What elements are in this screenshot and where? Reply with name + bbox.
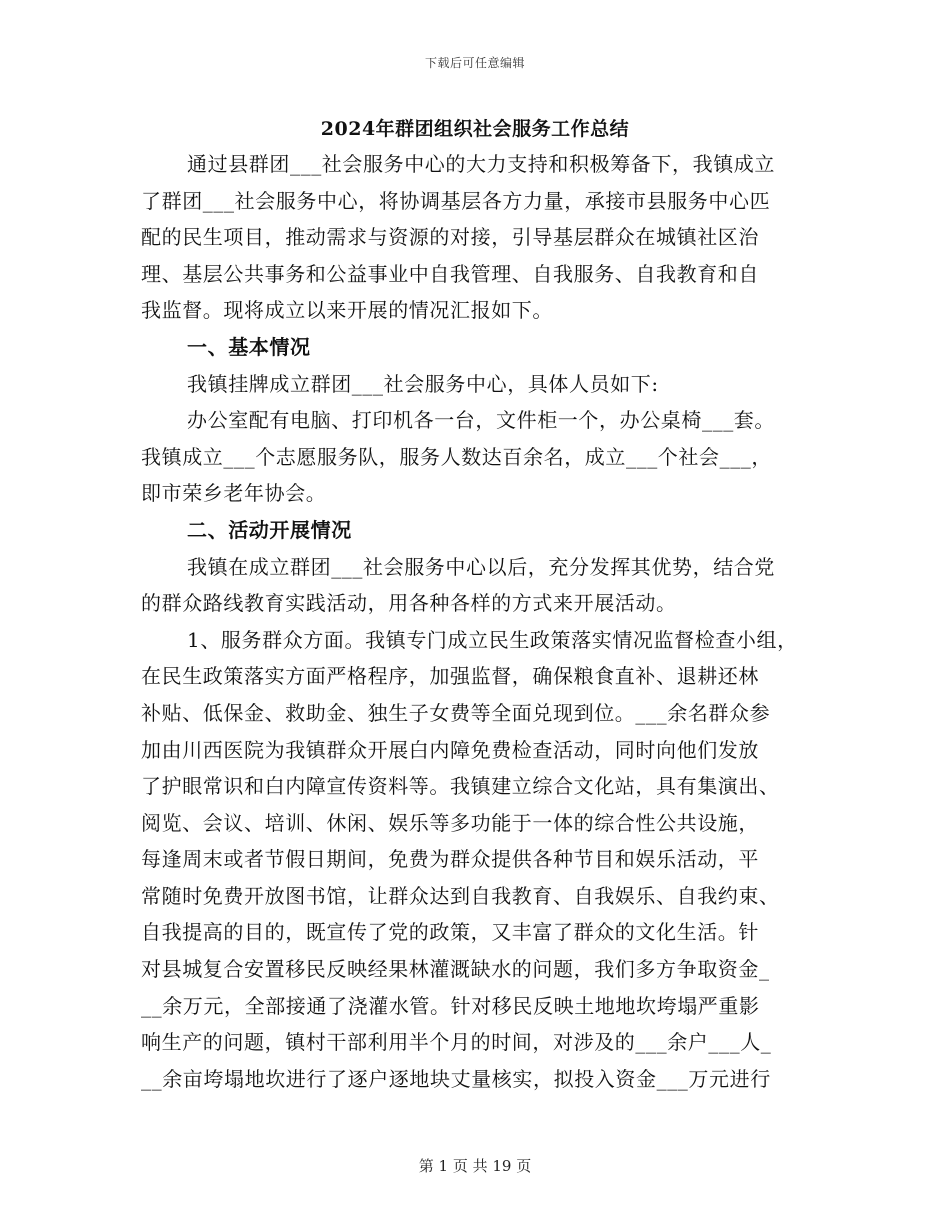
section-heading: 二、活动开展情况 xyxy=(187,517,352,542)
paragraph-line: 我镇挂牌成立群团___社会服务中心，具体人员如下: xyxy=(187,371,659,396)
paragraph-line: __余万元，全部接通了浇灌水管。针对移民反映土地地坎垮塌严重影 xyxy=(141,993,760,1018)
paragraph-line: 阅览、会议、培训、休闲、娱乐等多功能于一体的综合性公共设施， xyxy=(141,810,759,835)
paragraph-line: __余亩垮塌地坎进行了逐户逐地块丈量核实，拟投入资金___万元进行 xyxy=(141,1066,771,1091)
paragraph-line: 响生产的问题，镇村干部利用半个月的时间，对涉及的___余户___人_ xyxy=(141,1030,772,1055)
paragraph-line: 我镇成立___个志愿服务队，服务人数达百余名，成立___个社会___， xyxy=(141,444,772,469)
paragraph-line: 常随时免费开放图书馆，让群众达到自我教育、自我娱乐、自我约束、 xyxy=(141,883,780,908)
paragraph-line: 自我提高的目的，既宣传了党的政策，又丰富了群众的文化生活。针 xyxy=(141,920,759,945)
paragraph-line: 办公室配有电脑、打印机各一台，文件柜一个，办公桌椅___套。 xyxy=(187,408,775,433)
page-number: 第 1 页 共 19 页 xyxy=(418,1157,532,1175)
paragraph-line: 在民生政策落实方面严格程序，加强监督，确保粮食直补、退耕还林 xyxy=(141,664,759,689)
paragraph-line: 我监督。现将成立以来开展的情况汇报如下。 xyxy=(141,298,553,323)
paragraph-line: 每逢周末或者节假日期间，免费为群众提供各种节目和娱乐活动，平 xyxy=(141,847,759,872)
paragraph-line: 理、基层公共事务和公益事业中自我管理、自我服务、自我教育和自 xyxy=(141,261,759,286)
paragraph-line: 1、服务群众方面。我镇专门成立民生政策落实情况监督检查小组， xyxy=(187,627,798,652)
paragraph-line: 即市荣乡老年协会。 xyxy=(141,481,327,506)
paragraph-line: 对县城复合安置移民反映经果林灌溉缺水的问题，我们多方争取资金_ xyxy=(141,957,770,982)
paragraph-line: 了护眼常识和白内障宣传资料等。我镇建立综合文化站，具有集演出、 xyxy=(141,774,780,799)
paragraph-line: 的群众路线教育实践活动，用各种各样的方式来开展活动。 xyxy=(141,591,677,616)
header-note: 下载后可任意编辑 xyxy=(424,56,525,70)
section-heading: 一、基本情况 xyxy=(187,334,311,359)
paragraph-line: 通过县群团___社会服务中心的大力支持和积极筹备下，我镇成立 xyxy=(187,152,775,176)
paragraph-line: 配的民生项目，推动需求与资源的对接，引导基层群众在城镇社区治 xyxy=(141,225,759,250)
paragraph-line: 加由川西医院为我镇群众开展白内障免费检查活动，同时向他们发放 xyxy=(141,737,759,762)
paragraph-line: 了群团___社会服务中心，将协调基层各方力量，承接市县服务中心匹 xyxy=(141,188,771,213)
paragraph-line: 我镇在成立群团___社会服务中心以后，充分发挥其优势，结合党 xyxy=(187,554,775,579)
paragraph-line: 补贴、低保金、救助金、独生子女费等全面兑现到位。___余名群众参 xyxy=(141,700,771,725)
document-title: 2024年群团组织社会服务工作总结 xyxy=(320,118,630,140)
document-body xyxy=(141,146,821,1097)
